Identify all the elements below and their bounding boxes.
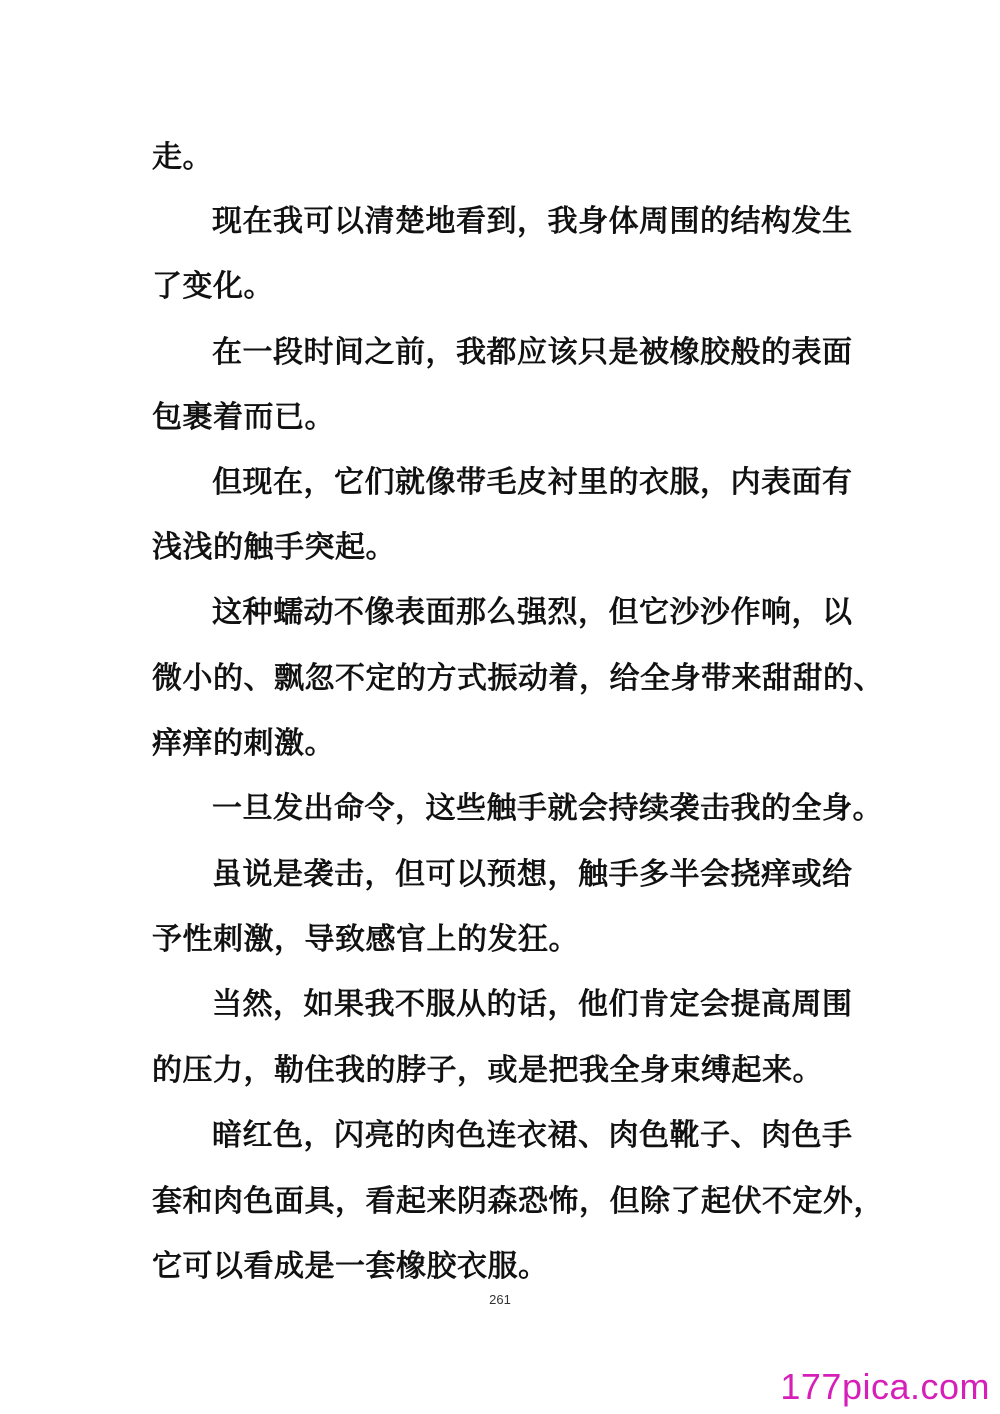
text-line-7: 浅浅的触手突起。 [152,530,396,565]
text-line-10: 痒痒的刺激。 [152,726,335,761]
page-number: 261 [489,1292,511,1307]
text-line-2: 现在我可以清楚地看到，我身体周围的结构发生 [212,204,853,239]
text-line-16: 暗红色，闪亮的肉色连衣裙、肉色靴子、肉色手 [212,1118,853,1153]
text-line-17: 套和肉色面具，看起来阴森恐怖，但除了起伏不定外， [152,1184,884,1219]
text-line-3: 了变化。 [152,269,274,304]
text-line-14: 当然，如果我不服从的话，他们肯定会提高周围 [212,987,853,1022]
text-line-4: 在一段时间之前，我都应该只是被橡胶般的表面 [212,335,853,370]
text-line-8: 这种蠕动不像表面那么强烈，但它沙沙作响，以 [212,595,853,630]
text-line-18: 它可以看成是一套橡胶衣服。 [152,1249,549,1284]
text-line-1: 走。 [152,140,213,175]
text-line-6: 但现在，它们就像带毛皮衬里的衣服，内表面有 [212,465,853,500]
text-line-9: 微小的、飘忽不定的方式振动着，给全身带来甜甜的、 [152,661,884,696]
text-line-11: 一旦发出命令，这些触手就会持续袭击我的全身。 [212,791,883,826]
watermark: 177pica.com [780,1366,990,1407]
text-line-5: 包裹着而已。 [152,400,335,435]
text-line-15: 的压力，勒住我的脖子，或是把我全身束缚起来。 [152,1053,823,1088]
text-line-12: 虽说是袭击，但可以预想，触手多半会挠痒或给 [212,857,853,892]
text-line-13: 予性刺激，导致感官上的发狂。 [152,922,579,957]
